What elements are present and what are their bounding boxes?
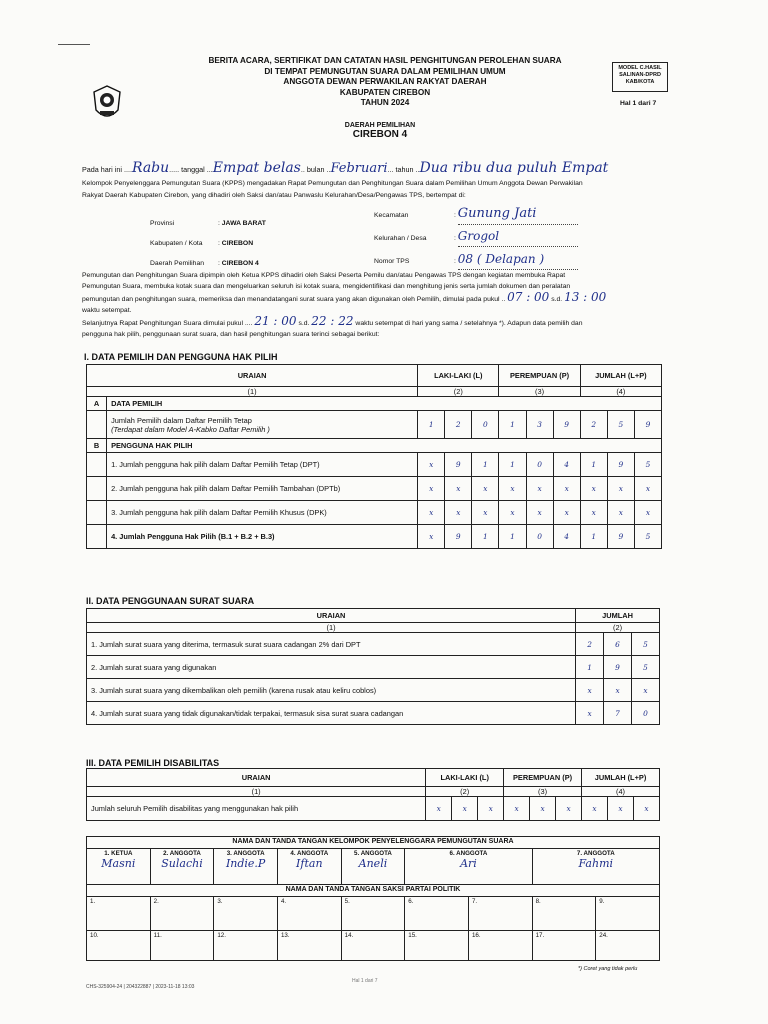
location-right xyxy=(374,204,578,272)
header-jumlah: JUMLAH (L+P) xyxy=(580,365,661,387)
saksi-title: NAMA DAN TANDA TANGAN SAKSI PARTAI POLITIK xyxy=(87,885,660,897)
dapil-row: Daerah Pemilihan : CIREBON 4 xyxy=(150,254,266,274)
table-row xyxy=(87,525,662,549)
provinsi-value: JAWA BARAT xyxy=(221,220,266,227)
saksi-cell xyxy=(468,931,532,961)
digit-cell: x xyxy=(553,477,580,501)
digit-cell: x xyxy=(607,797,633,821)
handwritten-rapat-end: 22 : 22 xyxy=(311,314,354,328)
row-label-dpt xyxy=(107,411,418,439)
signature-name: Sulachi xyxy=(161,857,203,870)
kecamatan-row: Kecamatan : Gunung Jati xyxy=(374,204,578,226)
kecamatan-label: Kecamatan xyxy=(374,212,409,219)
row-label: 2. Jumlah pengguna hak pilih dalam Daftar Pemilih Tambahan (DPTb) xyxy=(107,477,418,501)
model-line: KAB/KOTA xyxy=(625,79,655,85)
digit-cell: 6 xyxy=(604,633,632,656)
col-num: (2) xyxy=(426,787,504,797)
provinsi-row: Provinsi : JAWA BARAT xyxy=(150,214,266,234)
body-line: Pemungutan dan Penghitungan Suara dipimpin oleh Ketua KPPS dihadiri oleh Saksi Peserta Pemilu dan/atau Pengawas TPS dengan kegiatan membuka Rapat xyxy=(82,272,566,279)
saksi-number: 24. xyxy=(599,932,608,939)
role-label: 5. ANGGOTA xyxy=(354,850,392,857)
table-row xyxy=(87,679,660,702)
saksi-number: 13. xyxy=(280,932,290,939)
kabkota-label: Kabupaten / Kota xyxy=(150,240,203,247)
kelurahan-label: Kelurahan / Desa xyxy=(374,235,427,242)
kelurahan-row: Kelurahan / Desa : Grogol xyxy=(374,226,578,249)
signature-name: Masni xyxy=(101,857,136,870)
digit-cell: 9 xyxy=(445,453,472,477)
saksi-cell xyxy=(596,931,660,961)
digit-cell: x xyxy=(580,477,607,501)
header-uraian: URAIAN xyxy=(87,609,576,623)
handwritten-rapat-start: 21 : 00 xyxy=(254,314,297,328)
signature-name: Fahmi xyxy=(578,857,614,870)
digit-cell: 1 xyxy=(472,525,499,549)
footer-page: Hal 1 dari 7 xyxy=(352,978,378,984)
digit-cell: 5 xyxy=(607,411,634,439)
row-label: Jumlah seluruh Pemilih disabilitas yang menggunakan hak pilih xyxy=(87,797,426,821)
signature-name: Indie.P xyxy=(225,857,266,870)
sig-cell xyxy=(214,849,278,885)
row-label: 3. Jumlah pengguna hak pilih dalam Daftar Pemilih Khusus (DPK) xyxy=(107,501,418,525)
digit-cell: 0 xyxy=(472,411,499,439)
digit-cell: 1 xyxy=(499,525,526,549)
digit-cell: 9 xyxy=(445,525,472,549)
role-label: 7. ANGGOTA xyxy=(576,850,615,857)
role-label: 4. ANGGOTA xyxy=(290,850,329,857)
row-title-b: PENGGUNA HAK PILIH xyxy=(107,439,662,453)
digit-cell: x xyxy=(504,797,530,821)
digit-cell: 3 xyxy=(526,411,553,439)
handwritten-tanggal: Empat belas xyxy=(212,160,301,176)
title-line: ANGGOTA DEWAN PERWAKILAN RAKYAT DAERAH xyxy=(283,77,487,86)
header-jumlah: JUMLAH xyxy=(576,609,660,623)
saksi-number: 17. xyxy=(535,932,545,939)
digit-cell: 4 xyxy=(553,453,580,477)
digit-cell: x xyxy=(445,501,472,525)
digit-cell: x xyxy=(526,477,553,501)
saksi-cell xyxy=(341,931,405,961)
row-label: 3. Jumlah surat suara yang dikembalikan oleh pemilih (karena rusak atau keliru coblos) xyxy=(87,679,576,702)
row-label: 2. Jumlah surat suara yang digunakan xyxy=(87,656,576,679)
kabkota-row: Kabupaten / Kota : CIREBON xyxy=(150,234,266,254)
dapil-heading xyxy=(300,122,460,140)
empty-cell xyxy=(87,477,107,501)
row-label: 4. Jumlah Pengguna Hak Pilih (B.1 + B.2 + B.3) xyxy=(107,525,418,549)
digit-cell: 2 xyxy=(445,411,472,439)
sig-cell xyxy=(150,849,214,885)
empty-cell xyxy=(87,453,107,477)
intro-p3: Rakyat Daerah Kabupaten Cirebon, yang dihadiri oleh Saksi dan/atau Panwaslu Kelurahan/Desa/Pengawas TPS, bertempat di: xyxy=(82,192,466,199)
intro-text: Pada hari ini xyxy=(82,165,122,174)
digit-cell: x xyxy=(530,797,556,821)
digit-cell: x xyxy=(499,477,526,501)
section2-title: II. DATA PENGGUNAAN SURAT SUARA xyxy=(86,596,255,606)
digit-cell: x xyxy=(472,501,499,525)
body-line: waktu setempat. xyxy=(82,307,132,314)
body-text: pemungutan dan penghitungan suara, memeriksa dan menandatangani surat suara yang akan digunakan oleh Pemilih, dimulai pada pukul xyxy=(82,296,500,303)
row-label: 1. Jumlah pengguna hak pilih dalam Daftar Pemilih Tetap (DPT) xyxy=(107,453,418,477)
saksi-number: 16. xyxy=(471,932,481,939)
body-paragraph xyxy=(82,270,702,340)
digit-cell: x xyxy=(526,501,553,525)
section3-table xyxy=(86,768,660,821)
kpps-title: NAMA DAN TANDA TANGAN KELOMPOK PENYELENGGARA PEMUNGUTAN SUARA xyxy=(87,837,660,849)
handwritten-hari: Rabu xyxy=(131,160,170,176)
digit-cell: x xyxy=(418,501,445,525)
digit-cell: 1 xyxy=(576,656,604,679)
header-perempuan: PEREMPUAN (P) xyxy=(504,769,582,787)
sd-text: s.d. xyxy=(551,296,563,303)
digit-cell: x xyxy=(418,453,445,477)
saksi-number: 8. xyxy=(535,898,541,905)
saksi-cell xyxy=(405,897,469,931)
digit-cell: x xyxy=(634,501,661,525)
digit-cell: x xyxy=(418,525,445,549)
digit-cell: 5 xyxy=(632,656,660,679)
digit-cell: x xyxy=(556,797,582,821)
saksi-cell xyxy=(468,897,532,931)
body-line: pengguna hak pilih, penggunaan surat suara, dan hasil penghitungan suara terinci sebagai berikut: xyxy=(82,331,380,338)
digit-cell: 7 xyxy=(604,702,632,725)
sig-cell xyxy=(341,849,405,885)
header-uraian: URAIAN xyxy=(87,365,418,387)
handwritten-bulan: Februari xyxy=(330,161,388,176)
saksi-cell xyxy=(532,897,596,931)
sig-cell xyxy=(532,849,659,885)
tps-label: Nomor TPS xyxy=(374,258,410,265)
digit-cell: 2 xyxy=(580,411,607,439)
tps-value: 08 ( Delapan ) xyxy=(458,249,578,270)
digit-cell: 9 xyxy=(634,411,661,439)
footer-code: CHS-325904-24 | 204322887 | 2023-11-18 13:03 xyxy=(86,984,195,990)
saksi-number: 9. xyxy=(599,898,605,905)
digit-cell: x xyxy=(607,501,634,525)
col-num: (1) xyxy=(87,387,418,397)
digit-cell: 1 xyxy=(472,453,499,477)
dapil-row-label: Daerah Pemilihan xyxy=(150,260,205,267)
handwritten-start: 07 : 00 xyxy=(507,290,550,304)
row-label-line: (Terdapat dalam Model A-Kabko Daftar Pemilih ) xyxy=(111,424,270,434)
body-text: Selanjutnya Rapat Penghitungan Suara dimulai pukul xyxy=(82,320,243,327)
corner-mark xyxy=(58,44,90,45)
col-num: (1) xyxy=(87,623,576,633)
digit-cell: x xyxy=(607,477,634,501)
digit-cell: 1 xyxy=(580,525,607,549)
digit-cell: 1 xyxy=(499,453,526,477)
role-label: 1. KETUA xyxy=(104,850,133,857)
handwritten-tahun: Dua ribu dua puluh Empat xyxy=(419,160,609,176)
col-num: (4) xyxy=(582,787,660,797)
sig-cell xyxy=(405,849,532,885)
empty-cell xyxy=(87,525,107,549)
dapil-row-value: CIREBON 4 xyxy=(221,260,259,267)
empty-cell xyxy=(87,501,107,525)
saksi-number: 7. xyxy=(471,898,478,905)
signature-name: Iftan xyxy=(296,857,323,870)
saksi-cell xyxy=(596,897,660,931)
sig-cell xyxy=(277,849,341,885)
saksi-cell xyxy=(87,897,151,931)
form-title xyxy=(160,56,610,109)
digit-cell: x xyxy=(426,797,452,821)
saksi-cell xyxy=(405,931,469,961)
digit-cell: x xyxy=(499,501,526,525)
digit-cell: x xyxy=(478,797,504,821)
intro-text: bulan xyxy=(306,165,325,174)
header-jumlah: JUMLAH (L+P) xyxy=(582,769,660,787)
location-left xyxy=(150,214,266,274)
saksi-number: 5. xyxy=(344,898,350,905)
digit-cell: 9 xyxy=(607,525,634,549)
model-line: SALINAN-DPRD xyxy=(619,72,661,78)
saksi-number: 15. xyxy=(408,932,417,939)
digit-cell: 2 xyxy=(576,633,604,656)
dapil-value: CIREBON 4 xyxy=(352,129,408,140)
row-code-a: A xyxy=(87,397,107,411)
digit-cell: x xyxy=(472,477,499,501)
sig-cell xyxy=(87,849,151,885)
digit-cell: 5 xyxy=(634,453,661,477)
handwritten-end: 13 : 00 xyxy=(564,290,607,304)
model-box xyxy=(612,62,668,92)
digit-cell: x xyxy=(553,501,580,525)
table-row xyxy=(87,501,662,525)
saksi-number: 2. xyxy=(153,898,159,905)
row-label: 1. Jumlah surat suara yang diterima, termasuk surat suara cadangan 2% dari DPT xyxy=(87,633,576,656)
dapil-label: DAERAH PEMILIHAN xyxy=(344,122,416,129)
digit-cell: x xyxy=(445,477,472,501)
digit-cell: 5 xyxy=(632,633,660,656)
signature-name: Aneli xyxy=(358,857,388,870)
digit-cell: 1 xyxy=(499,411,526,439)
model-line: MODEL C.HASIL xyxy=(618,65,662,71)
kabkota-value: CIREBON xyxy=(221,240,254,247)
table-row xyxy=(87,702,660,725)
saksi-cell xyxy=(214,897,278,931)
kecamatan-value: Gunung Jati xyxy=(458,204,578,225)
saksi-number: 10. xyxy=(90,932,99,939)
digit-cell: 4 xyxy=(553,525,580,549)
row-label: 4. Jumlah surat suara yang tidak digunakan/tidak terpakai, termasuk sisa surat suara cadangan xyxy=(87,702,576,725)
digit-cell: x xyxy=(604,679,632,702)
digit-cell: 9 xyxy=(553,411,580,439)
saksi-cell xyxy=(532,931,596,961)
intro-line: Pada hari ini ....Rabu..... tanggal ...Empat belas.. bulan ..Februari... tahun ..Dua ribu dua puluh Empat xyxy=(82,160,609,176)
digit-cell: x xyxy=(418,477,445,501)
title-line: TAHUN 2024 xyxy=(360,98,410,107)
header-uraian: URAIAN xyxy=(87,769,426,787)
digit-cell: x xyxy=(576,702,604,725)
title-line: KABUPATEN CIREBON xyxy=(339,87,431,97)
footnote: *) Coret yang tidak perlu xyxy=(578,966,638,972)
saksi-cell xyxy=(150,931,214,961)
saksi-cell xyxy=(87,931,151,961)
row-code-b: B xyxy=(87,439,107,453)
role-label: 3. ANGGOTA xyxy=(226,850,265,857)
digit-cell: x xyxy=(634,477,661,501)
title-line: DI TEMPAT PEMUNGUTAN SUARA DALAM PEMILIHAN UMUM xyxy=(264,66,506,76)
section2-table xyxy=(86,608,660,725)
digit-cell: 9 xyxy=(607,453,634,477)
empty-cell xyxy=(87,411,107,439)
body-line-times: pemungutan dan penghitungan suara, memeriksa dan menandatangani surat suara yang akan digunakan oleh Pemilih, dimulai pada pukul .. 07 : 00 s.d. 13 : 00 xyxy=(82,290,607,304)
saksi-number: 1. xyxy=(90,898,96,905)
digit-cell: 9 xyxy=(604,656,632,679)
digit-cell: x xyxy=(633,797,659,821)
role-label: 2. ANGGOTA xyxy=(163,850,201,857)
body-line-rapat: Selanjutnya Rapat Penghitungan Suara dimulai pukul .... 21 : 00 s.d. 22 : 22 waktu setempat di hari yang sama / setelahnya *). Adapun data pemilih dan xyxy=(82,314,583,328)
section3-title: III. DATA PEMILIH DISABILITAS xyxy=(86,758,220,768)
header-perempuan: PEREMPUAN (P) xyxy=(499,365,580,387)
col-num: (3) xyxy=(499,387,580,397)
digit-cell: x xyxy=(452,797,478,821)
saksi-cell xyxy=(341,897,405,931)
digit-cell: 1 xyxy=(418,411,445,439)
role-label: 6. ANGGOTA xyxy=(449,850,488,857)
body-text: waktu setempat di hari yang sama / setelahnya *). Adapun data pemilih dan xyxy=(355,320,583,327)
kpu-logo-icon xyxy=(92,84,122,124)
header-laki: LAKI-LAKI (L) xyxy=(418,365,499,387)
digit-cell: x xyxy=(576,679,604,702)
saksi-number: 3. xyxy=(217,898,223,905)
sd-text: s.d. xyxy=(298,320,310,327)
signature-table xyxy=(86,836,660,961)
intro-p2: Kelompok Penyelenggara Pemungutan Suara (KPPS) mengadakan Rapat Pemungutan dan Penghitungan Suara dalam Pemilihan Umum Anggota Dewan Perwakilan xyxy=(82,180,583,187)
digit-cell: x xyxy=(580,501,607,525)
table-row xyxy=(87,797,660,821)
intro-text: tanggal xyxy=(181,165,205,174)
kelurahan-value: Grogol xyxy=(458,226,578,247)
saksi-cell xyxy=(277,931,341,961)
saksi-number: 11. xyxy=(153,932,162,939)
digit-cell: 5 xyxy=(634,525,661,549)
section1-table xyxy=(86,364,662,549)
col-num: (3) xyxy=(504,787,582,797)
saksi-cell xyxy=(214,931,278,961)
digit-cell: 0 xyxy=(526,453,553,477)
provinsi-label: Provinsi xyxy=(150,220,175,227)
saksi-number: 4. xyxy=(280,898,287,905)
saksi-number: 6. xyxy=(408,898,414,905)
digit-cell: 0 xyxy=(526,525,553,549)
digit-cell: 0 xyxy=(632,702,660,725)
col-num: (4) xyxy=(580,387,661,397)
page-number: Hal 1 dari 7 xyxy=(620,100,657,107)
signature-name: Ari xyxy=(460,857,477,870)
col-num: (2) xyxy=(418,387,499,397)
tps-row: Nomor TPS : 08 ( Delapan ) xyxy=(374,249,578,272)
table-row xyxy=(87,453,662,477)
table-row xyxy=(87,656,660,679)
digit-cell: x xyxy=(582,797,608,821)
digit-cell: 1 xyxy=(580,453,607,477)
row-title-a: DATA PEMILIH xyxy=(107,397,662,411)
intro-text: tahun xyxy=(395,165,414,174)
table-row xyxy=(87,477,662,501)
saksi-number: 14. xyxy=(344,932,354,939)
section1-title: I. DATA PEMILIH DAN PENGGUNA HAK PILIH xyxy=(84,352,278,362)
title-line: BERITA ACARA, SERTIFIKAT DAN CATATAN HASIL PENGHITUNGAN PEROLEHAN SUARA xyxy=(208,56,562,65)
digit-cell: x xyxy=(632,679,660,702)
saksi-cell xyxy=(277,897,341,931)
saksi-number: 12. xyxy=(217,932,226,939)
saksi-cell xyxy=(150,897,214,931)
col-num: (1) xyxy=(87,787,426,797)
col-num: (2) xyxy=(576,623,660,633)
header-laki: LAKI-LAKI (L) xyxy=(426,769,504,787)
body-line: Pemungutan Suara, membuka kotak suara dan mengeluarkan seluruh isi kotak suara, mengidentifikasi dan menghitung jenis serta jumlah dokumen dan peralatan xyxy=(82,283,571,290)
table-row xyxy=(87,633,660,656)
row-label-line: Jumlah Pemilih dalam Daftar Pemilih Tetap xyxy=(111,415,252,425)
